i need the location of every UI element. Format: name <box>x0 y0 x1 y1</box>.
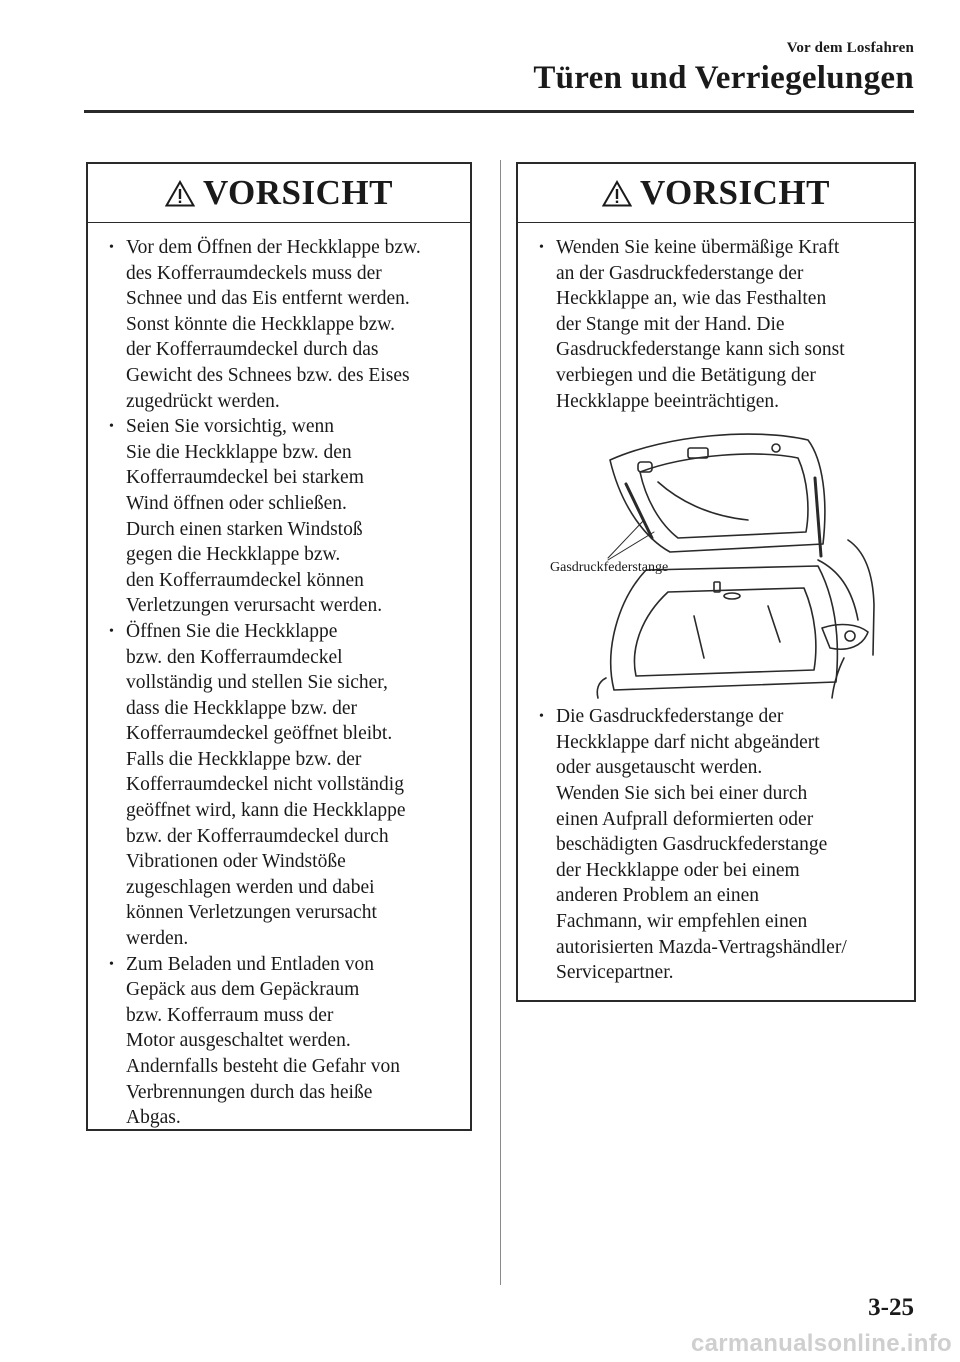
page-number: 3-25 <box>868 1294 914 1321</box>
page-title: Türen und Verriegelungen <box>533 60 914 96</box>
section-label: Vor dem Losfahren <box>786 40 914 56</box>
warning-triangle-icon <box>602 180 632 207</box>
caution-item: • Wenden Sie keine übermäßige Kraft an der Gasdruckfederstange der Heckklappe an, wie das Festhalten der Stange mit der Hand. Die Gasdruckfederstange kann sich sonst verbiegen und die Betätigung der Heckklappe beeinträchtigen. <box>518 235 914 414</box>
caution-item: • Zum Beladen und Entladen von Gepäck aus dem Gepäckraum bzw. Kofferraum muss der Motor ausgeschaltet werden. Andernfalls besteht die Gefahr von Verbrennungen durch das heiße Abgas. <box>88 952 470 1131</box>
caution-header <box>88 164 470 223</box>
header-rule <box>84 110 914 113</box>
column-divider <box>500 160 501 1285</box>
caution-heading: VORSICHT <box>639 173 830 212</box>
watermark: carmanualsonline.info <box>690 1330 952 1357</box>
caution-list <box>88 223 470 1131</box>
caution-box-right <box>516 162 916 1002</box>
caution-item: • Seien Sie vorsichtig, wenn Sie die Heckklappe bzw. den Kofferraumdeckel bei starkem Wind öffnen oder schließen. Durch einen starken Windstoß gegen die Heckklappe bzw. den Kofferraumdeckel können Verletzungen verursacht werden. <box>88 414 470 619</box>
caution-list <box>518 700 914 986</box>
caution-item: • Die Gasdruckfederstange der Heckklappe darf nicht abgeändert oder ausgetauscht werden. Wenden Sie sich bei einer durch einen Aufprall deformierten oder beschädigten Gasdruckfederstange der Heckklappe oder bei einem anderen Problem an einen Fachmann, wir empfehlen einen autorisierten Mazda-Vertragshändler/ Servicepartner. <box>518 704 914 986</box>
caution-header <box>518 164 914 223</box>
figure-label: Gasdruckfederstange <box>550 560 669 576</box>
caution-item: • Öffnen Sie die Heckklappe bzw. den Kofferraumdeckel vollständig und stellen Sie sicher, dass die Heckklappe bzw. der Kofferraumdeckel geöffnet bleibt. Falls die Heckklappe bzw. der Kofferraumdeckel nicht vollständig geöffnet wird, kann die Heckklappe bzw. der Kofferraumdeckel durch Vibrationen oder Windstöße zugeschlagen werden und dabei können Verletzungen verursacht werden. <box>88 619 470 952</box>
caution-list <box>518 223 914 414</box>
warning-triangle-icon <box>165 180 195 207</box>
liftgate-illustration <box>518 420 914 700</box>
caution-box-left <box>86 162 472 1131</box>
caution-item: • Vor dem Öffnen der Heckklappe bzw. des Kofferraumdeckels muss der Schnee und das Eis entfernt werden. Sonst könnte die Heckklappe bzw. der Kofferraumdeckel durch das Gewicht des Schnees bzw. des Eises zugedrückt werden. <box>88 235 470 414</box>
caution-heading: VORSICHT <box>202 173 393 212</box>
